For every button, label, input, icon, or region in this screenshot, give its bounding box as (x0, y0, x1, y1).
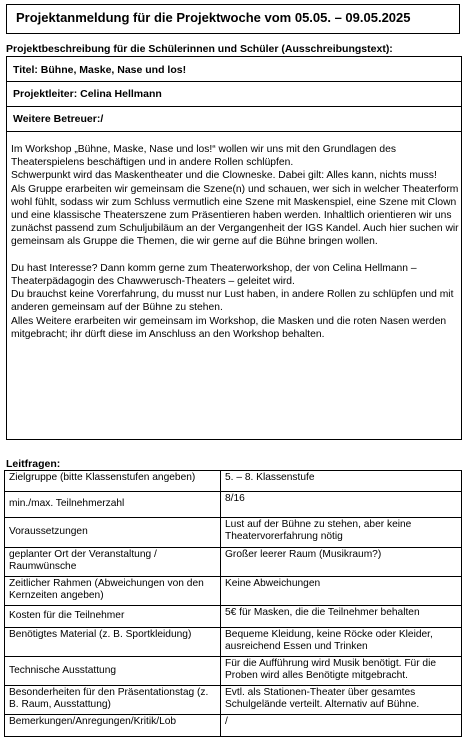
row-key: min./max. Teilnehmerzahl (5, 492, 221, 518)
divider (7, 131, 461, 132)
row-value: Keine Abweichungen (221, 577, 462, 606)
table-row (5, 577, 462, 606)
table-row (5, 657, 462, 686)
description-box (6, 56, 462, 440)
divider (7, 81, 461, 82)
table-row (5, 628, 462, 657)
description-paragraph: Im Workshop „Bühne, Maske, Nase und los!“ wollen wir uns mit den Grundlagen des Theaterspielens beschäftigen und in andere Rollen schlüpfen. (11, 144, 396, 169)
project-title: Titel: Bühne, Maske, Nase und los! (13, 64, 187, 76)
row-key: Voraussetzungen (5, 518, 221, 548)
table-row (5, 492, 462, 518)
project-supervisors: Weitere Betreuer:/ (13, 113, 104, 125)
row-value: Für die Aufführung wird Musik benötigt. Für die Proben wird alles Benötigte mitgebracht. (221, 657, 462, 686)
table-row (5, 686, 462, 715)
description-paragraph: Du hast Interesse? Dann komm gerne zum Theaterworkshop, der von Celina Hellmann – Theaterpädagogin des Chawwerusch-Theaters – geleitet wird. (11, 262, 417, 288)
row-key: Technische Ausstattung (5, 657, 221, 686)
row-value: Bequeme Kleidung, keine Röcke oder Kleider, ausreichend Essen und Trinken (221, 628, 462, 657)
row-key: Benötigtes Material (z. B. Sportkleidung) (5, 628, 221, 657)
table-row (5, 606, 462, 628)
table-row (5, 471, 462, 492)
row-value: 8/16 (221, 492, 462, 518)
row-value: / (221, 715, 462, 737)
description-text (11, 143, 459, 341)
divider (7, 106, 461, 107)
row-value: Evtl. als Stationen-Theater über gesamtes Schulgelände verteilt. Alternativ auf Bühne. (221, 686, 462, 715)
section-label-description: Projektbeschreibung für die Schülerinnen und Schüler (Ausschreibungstext): (6, 43, 393, 55)
row-key: Besonderheiten für den Präsentationstag (z. B. Raum, Ausstattung) (5, 686, 221, 715)
leitfragen-label: Leitfragen: (6, 458, 61, 470)
table-row (5, 715, 462, 737)
row-key: Bemerkungen/Anregungen/Kritik/Lob (5, 715, 221, 737)
leitfragen-table (4, 470, 462, 737)
row-key: Kosten für die Teilnehmer (5, 606, 221, 628)
description-paragraph: Alles Weitere erarbeiten wir gemeinsam im Workshop, die Masken und die roten Nasen werden mitgebracht; ihr dürft diese im Anschluss an den Workshop behalten. (11, 315, 447, 340)
row-value: 5€ für Masken, die die Teilnehmer behalten (221, 606, 462, 628)
row-value: 5. – 8. Klassenstufe (221, 471, 462, 492)
description-paragraph: Du brauchst keine Vorerfahrung, du musst nur Lust haben, in andere Rollen zu schlüpfen und mit anderen gemeinsam auf der Bühne zu stehen. (11, 289, 454, 314)
description-paragraph: Als Gruppe erarbeiten wir gemeinsam die Szene(n) und schauen, wer sich in welcher Theaterform wohl fühlt, sodass wir zum Schluss vermutlich eine Szene mit Maskenspiel, eine Szene mit Clown und eine klassische Theaterszene zum Präsentieren haben werden. Inhaltlich orientieren wir uns zunächst passend zum Schuljubiläum an der Vergangenheit der IGS Kandel. Auch hier suchen wir gemeinsam als Gruppe die Themen, die wir gerne auf die Bühne bringen wollen. (11, 183, 459, 248)
document-title: Projektanmeldung für die Projektwoche vom 05.05. – 09.05.2025 (6, 4, 460, 34)
row-value: Großer leerer Raum (Musikraum?) (221, 548, 462, 577)
row-key: Zielgruppe (bitte Klassenstufen angeben) (5, 471, 221, 492)
project-leader: Projektleiter: Celina Hellmann (13, 88, 162, 100)
table-row (5, 548, 462, 577)
row-key: geplanter Ort der Veranstaltung / Raumwünsche (5, 548, 221, 577)
row-key: Zeitlicher Rahmen (Abweichungen von den Kernzeiten angeben) (5, 577, 221, 606)
table-row (5, 518, 462, 548)
description-paragraph: Schwerpunkt wird das Maskentheater und die Clowneske. Dabei gilt: Alles kann, nichts muss! (11, 170, 437, 182)
row-value: Lust auf der Bühne zu stehen, aber keine Theatervorerfahrung nötig (221, 518, 462, 548)
